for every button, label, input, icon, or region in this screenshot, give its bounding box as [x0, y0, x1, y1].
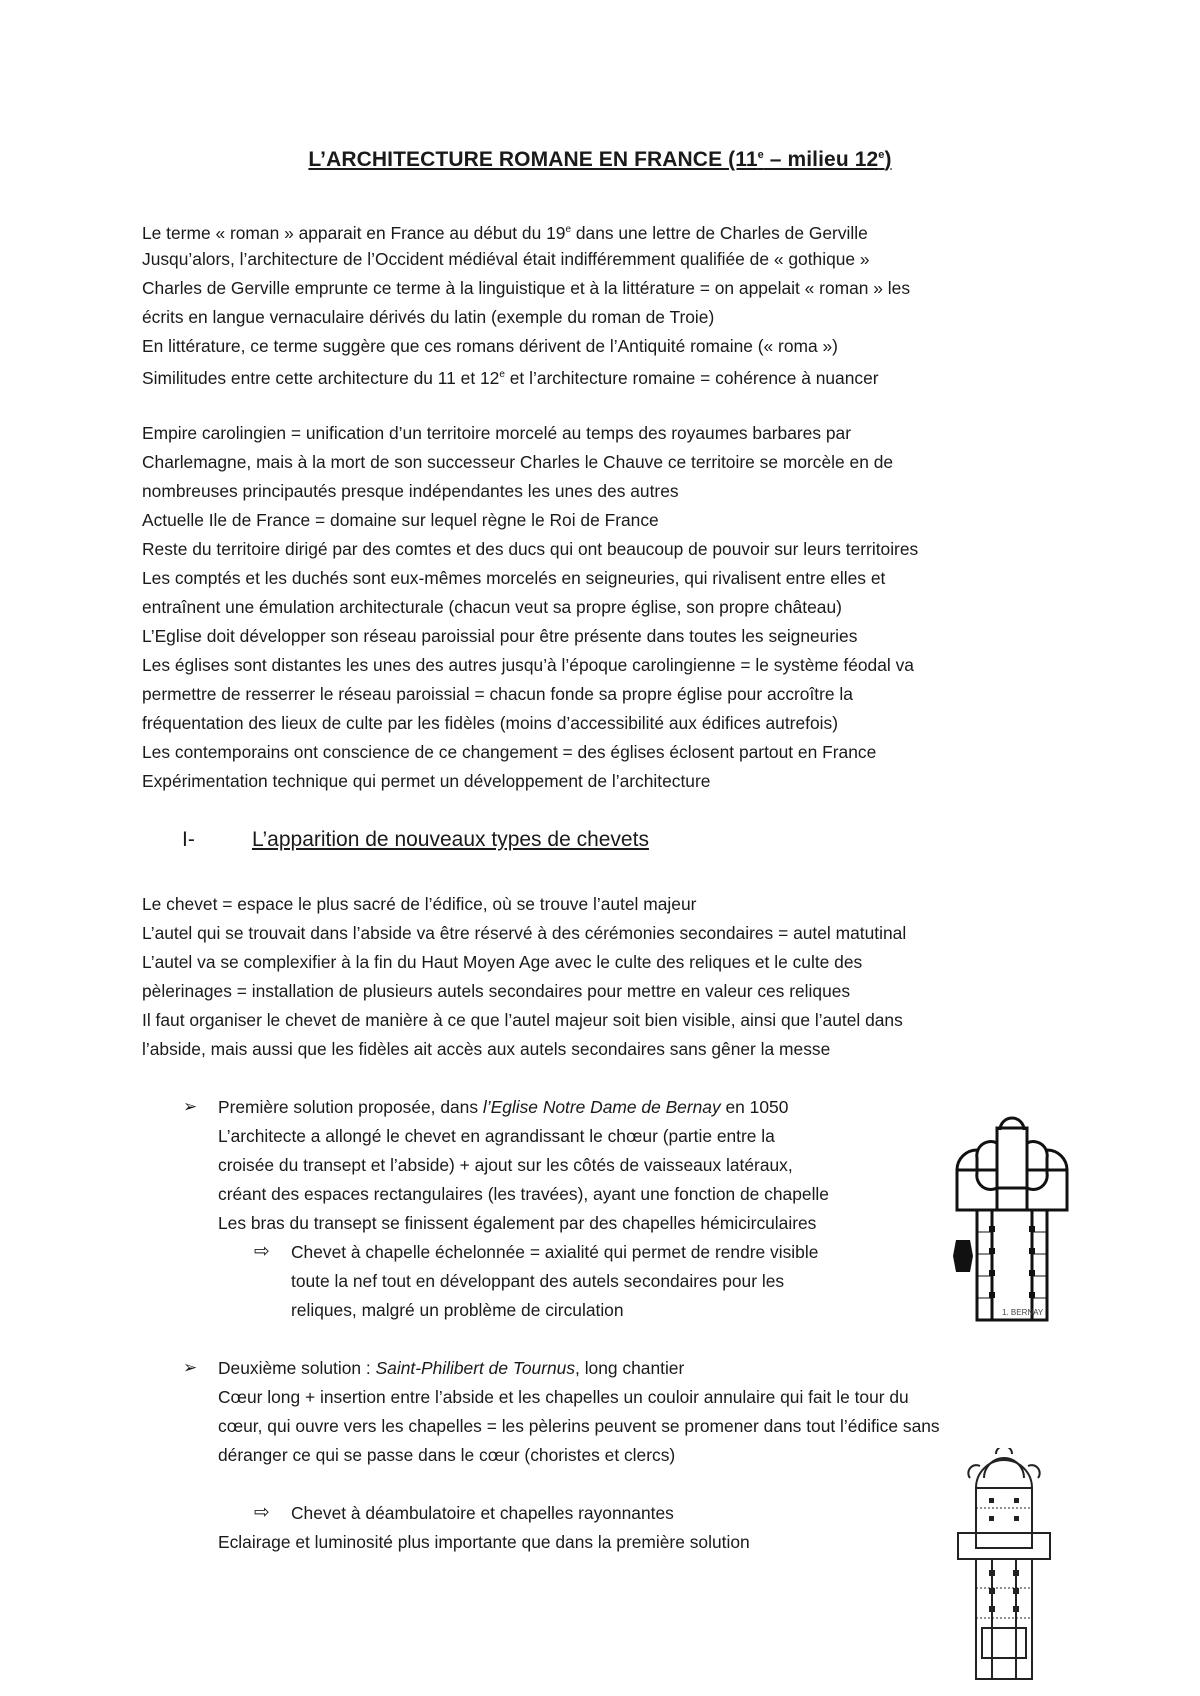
- section-title: L’apparition de nouveaux types de chevets: [252, 828, 649, 851]
- section-number: I-: [182, 828, 195, 851]
- plan-fragment: [952, 1238, 974, 1274]
- text-line: Similitudes entre cette architecture du 11 et 12e et l’architecture romaine = cohérence à nuancer: [142, 367, 879, 388]
- text-line: Actuelle Ile de France = domaine sur lequel règne le Roi de France: [142, 510, 659, 530]
- text-line: Les églises sont distantes les unes des autres jusqu’à l’époque carolingienne = le système féodal va: [142, 655, 914, 675]
- text-line: Charles de Gerville emprunte ce terme à la linguistique et à la littérature = on appelait « roman » les: [142, 278, 911, 298]
- text-line: Les comptés et les duchés sont eux-mêmes morcelés en seigneuries, qui rivalisent entre elles et: [142, 568, 886, 588]
- bernay-floor-plan: [955, 1098, 1070, 1323]
- text-line: Empire carolingien = unification d’un territoire morcelé au temps des royaumes barbares par: [142, 423, 852, 443]
- text-line: L’autel va se complexifier à la fin du Haut Moyen Age avec le culte des reliques et le culte des: [142, 952, 863, 972]
- text-line: L’Eglise doit développer son réseau paroissial pour être présente dans toutes les seigneuries: [142, 626, 858, 646]
- text-line: Charlemagne, mais à la mort de son successeur Charles le Chauve ce territoire se morcèle en de: [142, 452, 894, 472]
- text-line: Reste du territoire dirigé par des comtes et des ducs qui ont beaucoup de pouvoir sur leurs territoires: [142, 539, 919, 559]
- text-line: Les contemporains ont conscience de ce changement = des églises éclosent partout en France: [142, 742, 877, 762]
- bullet-icon: ➢: [183, 1097, 198, 1116]
- text-line: créant des espaces rectangulaires (les travées), ayant une fonction de chapelle: [218, 1184, 829, 1204]
- page-title: L’ARCHITECTURE ROMANE EN FRANCE (11e – milieu 12e): [308, 148, 892, 171]
- text-line: Eclairage et luminosité plus importante que dans la première solution: [218, 1532, 750, 1552]
- text-line: fréquentation des lieux de culte par les fidèles (moins d’accessibilité aux édifices autrefois): [142, 713, 838, 733]
- text-line: reliques, malgré un problème de circulation: [291, 1300, 624, 1320]
- text-line: Deuxième solution : Saint-Philibert de Tournus, long chantier: [218, 1358, 685, 1378]
- tournus-floor-plan: [948, 1448, 1060, 1688]
- text-line: L’autel qui se trouvait dans l’abside va être réservé à des cérémonies secondaires = autel matutinal: [142, 923, 907, 943]
- text-line: Chevet à chapelle échelonnée = axialité qui permet de rendre visible: [291, 1242, 819, 1262]
- text-line: Cœur long + insertion entre l’abside et les chapelles un couloir annulaire qui fait le tour du: [218, 1387, 909, 1407]
- text-line: L’architecte a allongé le chevet en agrandissant le chœur (partie entre la: [218, 1126, 775, 1146]
- text-line: déranger ce qui se passe dans le cœur (choristes et clercs): [218, 1445, 676, 1465]
- text-line: pèlerinages = installation de plusieurs autels secondaires pour mettre en valeur ces reliques: [142, 981, 851, 1001]
- text-line: Première solution proposée, dans l’Eglise Notre Dame de Bernay en 1050: [218, 1097, 789, 1117]
- arrow-icon: ⇨: [254, 1502, 270, 1523]
- text-line: l’abside, mais aussi que les fidèles ait accès aux autels secondaires sans gêner la messe: [142, 1039, 831, 1059]
- text-line: croisée du transept et l’abside) + ajout sur les côtés de vaisseaux latéraux,: [218, 1155, 793, 1175]
- text-line: entraînent une émulation architecturale (chacun veut sa propre église, son propre château): [142, 597, 842, 617]
- text-line: Le terme « roman » apparait en France au début du 19e dans une lettre de Charles de Gerville: [142, 222, 868, 243]
- text-line: toute la nef tout en développant des autels secondaires pour les: [291, 1271, 785, 1291]
- text-line: Il faut organiser le chevet de manière à ce que l’autel majeur soit bien visible, ainsi que l’autel dans: [142, 1010, 903, 1030]
- text-line: En littérature, ce terme suggère que ces romans dérivent de l’Antiquité romaine (« roma »): [142, 336, 838, 356]
- plan-caption: 1. BERNAY: [1002, 1308, 1044, 1317]
- arrow-icon: ⇨: [254, 1241, 270, 1262]
- bullet-icon: ➢: [183, 1358, 198, 1377]
- text-line: Le chevet = espace le plus sacré de l’édifice, où se trouve l’autel majeur: [142, 894, 697, 914]
- text-line: nombreuses principautés presque indépendantes les unes des autres: [142, 481, 679, 501]
- text-line: Jusqu’alors, l’architecture de l’Occident médiéval était indifféremment qualifiée de « gothique »: [142, 249, 870, 269]
- text-line: Les bras du transept se finissent également par des chapelles hémicirculaires: [218, 1213, 817, 1233]
- text-line: Chevet à déambulatoire et chapelles rayonnantes: [291, 1503, 674, 1523]
- text-line: Expérimentation technique qui permet un développement de l’architecture: [142, 771, 711, 791]
- text-line: cœur, qui ouvre vers les chapelles = les pèlerins peuvent se promener dans tout l’édifice sans: [218, 1416, 940, 1436]
- text-line: permettre de resserrer le réseau paroissial = chacun fonde sa propre église pour accroître la: [142, 684, 853, 704]
- text-line: écrits en langue vernaculaire dérivés du latin (exemple du roman de Troie): [142, 307, 715, 327]
